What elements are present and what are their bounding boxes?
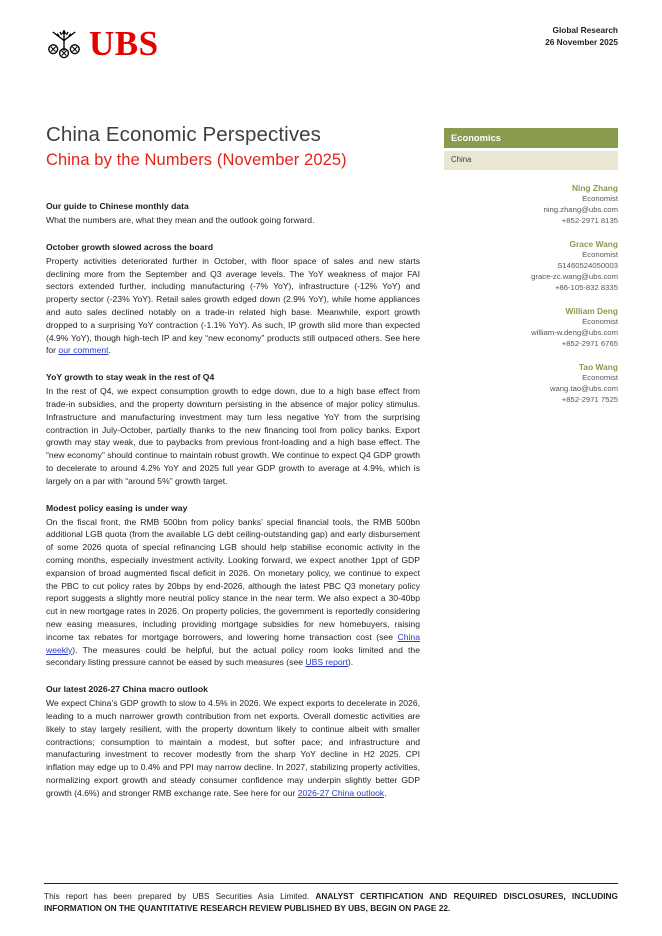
title-area (46, 122, 426, 171)
analyst-email[interactable]: ning.zhang@ubs.com (543, 204, 618, 214)
footer-certification: ANALYST CERTIFICATION AND REQUIRED DISCLOSURES, INCLUDING INFORMATION ON THE QUANTITATIVE RESEARCH REVIEW PUBLISHED BY UBS, BEGIN ON PAGE 22. (44, 890, 618, 913)
paragraph-tail: ). (347, 657, 354, 668)
page-footer (44, 883, 618, 914)
china-outlook-link[interactable]: 2026-27 China outlook (297, 787, 385, 798)
sidebar (444, 128, 618, 417)
paragraph-text: We expect China’s GDP growth to slow to 4.5% in 2026. We expect exports to decelerate in 2026, leading to a much narrower growth contribution from net exports. Overall domestic activities are likely to stay largely resilient, with the property downturn likely to continue albeit with smaller contractions; consumption to maintain a modest, but softer pace; and infrastructure and manufacturing investment to recover modestly from the sharp YoY decline in H2 2025. CPI inflation may edge up to 0.4% and PPI may narrow decline. In 2027, stabilizing property activities, normalizing export growth and steady consumer confidence may underpin slightly better GDP growth (4.6%) and stronger RMB exchange rate. See here for our (46, 698, 420, 798)
division-label: Global Research (552, 25, 618, 35)
analyst-role: Economist (582, 249, 618, 259)
header-meta (545, 24, 618, 48)
analyst-email[interactable]: grace-zc.wang@ubs.com (531, 271, 618, 281)
paragraph-text: In the rest of Q4, we expect consumption growth to edge down, due to a high base effect from trade-in subsidies, and the property downturn persisting in the absence of major policy stimulus. Infrastructure and manufacturing investment may turn less negative YoY from the surprising contraction in July-October, partially thanks to the new financing tool from policy banks. Export growth may stay weak, due to paybacks from previous front-loading and a high base effect. The “new economy” should continue to maintain robust growth. We continue to expect Q4 GDP growth to decelerate to around 4.2% YoY and 2025 full year GDP growth to average at 4.9%, which is largely on a par with “around 5%” growth target. (46, 386, 420, 486)
analyst-role: Economist (582, 316, 618, 326)
ubs-three-keys-icon (44, 22, 84, 62)
analyst-license: S1460524050003 (557, 260, 618, 270)
our-comment-link[interactable]: our comment (58, 345, 109, 356)
paragraph-text-2: ). The measures could be helpful, but the actual policy room looks limited and the secondary listing pressure cannot be eased by such measures (see (46, 644, 420, 668)
analyst-name: William Deng (565, 305, 618, 316)
report-date: 26 November 2025 (545, 37, 618, 48)
footer-prepared-by: This report has been prepared by UBS Securities Asia Limited. (44, 890, 316, 901)
section-heading-q4: YoY growth to stay weak in the rest of Q4 (46, 372, 215, 383)
ubs-report-link[interactable]: UBS report (305, 657, 348, 668)
china-weekly-link[interactable]: China weekly (46, 631, 420, 655)
analyst-entry (444, 182, 618, 227)
analyst-phone: +86-105-832 8335 (554, 282, 618, 292)
footer-disclaimer (44, 890, 618, 914)
analyst-email[interactable]: william-w.deng@ubs.com (531, 327, 618, 337)
analyst-role: Economist (582, 193, 618, 203)
analyst-entry (444, 305, 618, 350)
paragraph-text: On the fiscal front, the RMB 500bn from policy banks’ special financial tools, the RMB 500bn additional LGB quota (from the available LG debt ceiling-outstanding gap) and early disbursement of some 2026 quota of special refinancing LGB should help stabilise economic activity in the coming months, especially investment activity. Looking forward, we expect another 1ppt of GDP expansion of broad augmented fiscal deficit in 2026. On monetary policy, we continue to expect the PBC to cut policy rates by 20bps by end-2026, although the latest PBC Q3 monetary policy report suggests a slightly more neutral policy stance in the near term. We also expect a 30-40bp cut in new mortgage rates in 2026. On property policies, the government is reportedly considering new easing measures, including providing mortgage subsidies for new homebuyers, raising income tax rebates for mortgage borrowers, and lowering home transaction cost (see (46, 516, 420, 642)
paragraph-text: What the numbers are, what they mean and the outlook going forward. (46, 215, 315, 226)
analyst-email[interactable]: wang.tao@ubs.com (549, 383, 618, 393)
analyst-entry (444, 361, 618, 406)
paragraph-tail: . (108, 345, 111, 356)
article-body (46, 200, 420, 814)
section-body-q4 (46, 385, 420, 487)
section-body-outlook (46, 697, 420, 799)
section-body-guide (46, 214, 420, 227)
section-body-policy (46, 516, 420, 670)
sidebar-region-label: China (444, 151, 618, 169)
analyst-phone: +852-2971 6765 (561, 338, 618, 348)
analyst-phone: +852-2971 8135 (561, 215, 618, 225)
footer-divider (44, 883, 618, 884)
section-heading-october: October growth slowed across the board (46, 241, 214, 252)
analyst-role: Economist (582, 372, 618, 382)
section-heading-guide: Our guide to Chinese monthly data (46, 201, 189, 211)
analyst-name: Ning Zhang (571, 182, 618, 193)
sidebar-category-banner: Economics (444, 128, 618, 148)
section-body-october (46, 255, 420, 357)
analyst-list (444, 182, 618, 406)
page-header (44, 18, 618, 80)
analyst-name: Grace Wang (569, 238, 618, 249)
analyst-entry (444, 238, 618, 294)
paragraph-tail: . (384, 787, 387, 798)
ubs-logo (44, 22, 159, 62)
section-heading-outlook: Our latest 2026-27 China macro outlook (46, 684, 208, 695)
page-subtitle: China by the Numbers (November 2025) (46, 151, 347, 169)
paragraph-text: Property activities deteriorated further in October, with floor space of sales and new starts declining more from the September and Q3 average levels. The YoY weakness of major FAI sectors extended further, including manufacturing (-7% YoY), infrastructure (-12% YoY) and property sector (-23% YoY). Retail sales growth edged down (2.9% YoY), while home appliances and auto sales declined notably on a trade-in related high base. Meanwhile, export growth dropped to a surprising YoY contraction (-1.1% YoY). As such, IP growth slid more than expected (4.9% YoY), though high-tech IP and key “new economy” products still outpaced others. See here for (46, 255, 420, 356)
analyst-phone: +852-2971 7525 (561, 394, 618, 404)
page-title: China Economic Perspectives (46, 123, 322, 146)
analyst-name: Tao Wang (578, 361, 618, 372)
ubs-wordmark: UBS (89, 23, 159, 63)
section-heading-policy: Modest policy easing is under way (46, 502, 188, 513)
